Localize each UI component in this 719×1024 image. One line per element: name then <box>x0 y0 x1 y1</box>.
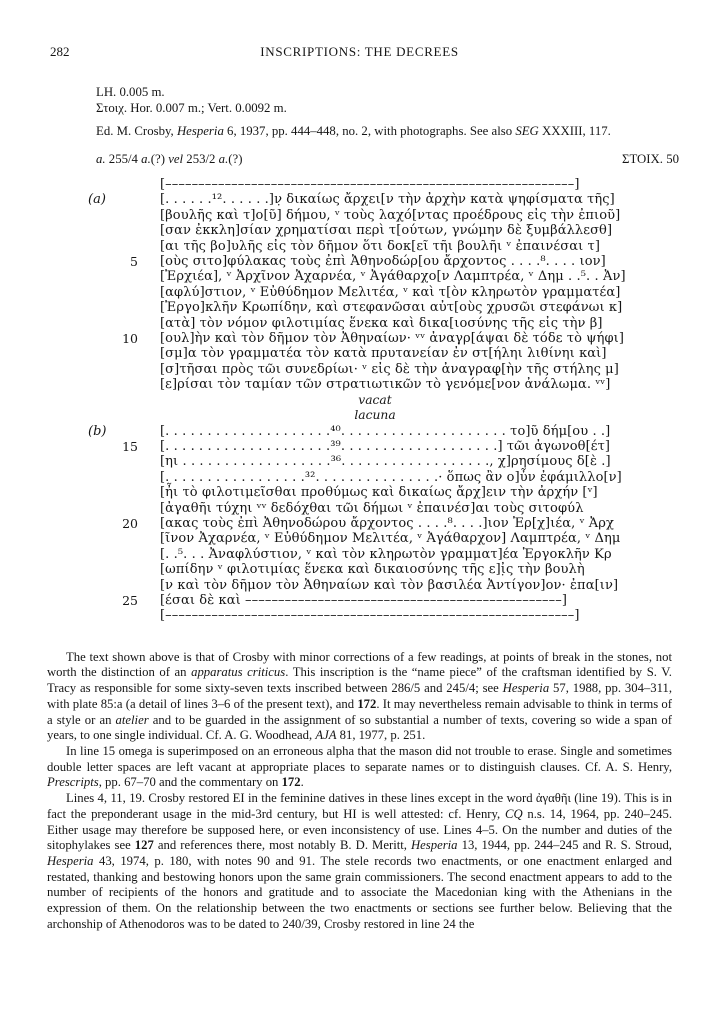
inscription-text: [έσαι δὲ καὶ ––––––––––––––––––––––––––––––––––––––––––––––––] <box>160 592 568 608</box>
inscription-line <box>88 254 719 269</box>
inscription-line <box>88 316 719 331</box>
inscription-annotation: vacat <box>358 392 392 407</box>
inscription-text: [Ἐργο]κλῆν Κρωπίδην, καὶ στεφανῶσαι αὐτ[οὺς χρυσῶι στεφάνωι κ] <box>160 300 623 316</box>
inscription-text: [αι τῆς βο]υλῆς εἰς τὸν δῆμον ὅτι δοκ[εῖ τῆι βουλῆι ᵛ ἐπαινέσαι τ] <box>160 238 600 254</box>
inscription-text: [ῖνον Ἀχαρνέα, ᵛ Εὐθύδημον Μελιτέα, ᵛ Ἀγάθαρχον] Λαμπτρέα, ᵛ Δημ <box>160 531 621 547</box>
inscription-text: [ἀγαθῆι τύχηι ᵛᵛ δεδόχθαι τῶι δήμωι ᵛ ἐπαινέσ]αι τοὺς σιτοφύλ <box>160 500 584 516</box>
inscription-line <box>88 608 719 623</box>
inscription-line <box>88 485 719 500</box>
inscription-line <box>88 424 719 439</box>
inscription-text: [σμ]α τὸν γραμματέα τὸν κατὰ πρυτανείαν ἐν στ[ήληι λιθίνηι καὶ] <box>160 346 607 362</box>
fragment-label: (b) <box>88 423 107 439</box>
inscription-text: [ακας τοὺς ἐπὶ Ἀθηνοδώρου ἄρχοντος . . . .⁸. . . .]ιον Ἐρ[χ]ιέα, ᵛ Ἀρχ <box>160 515 614 531</box>
inscription-text: [. . . . . .¹². . . . . .]ν̣ δικαίως ἄρχει[ν τὴν ἀρχὴν κατὰ ψηφίσματα τῆς] <box>160 192 615 208</box>
inscription-text: [. . . . . . . . . . . . . . . . . . . .⁴⁰. . . . . . . . . . . . . . . . . . . . το]ῦ δήμ[ου . .] <box>160 423 611 439</box>
inscription-text: [ουλ]ὴν καὶ τὸν δῆμον τὸν Ἀθηναίων· ᵛᵛ ἀναγρ[άψαι δὲ τόδε τὸ ψήφι] <box>160 331 625 347</box>
inscription-line <box>88 192 719 207</box>
edition-reference: Ed. M. Crosby, Hesperia 6, 1937, pp. 444–448, no. 2, with photographs. See also SEG XXXIII, 117. <box>96 124 611 138</box>
page-number: 282 <box>50 44 70 59</box>
inscription-line <box>88 269 719 284</box>
inscription-line <box>88 208 719 223</box>
inscription-block <box>88 177 719 624</box>
inscription-line <box>88 531 719 546</box>
date-row <box>96 152 679 167</box>
inscription-text: [ε]ρίσαι τὸν ταμίαν τῶν στρατιωτικῶν τὸ γενόμε[νον ἀνάλωμα. ᵛᵛ] <box>160 377 611 393</box>
inscription-line <box>88 300 719 315</box>
inscription-text: [ν καὶ τὸν δῆμον τὸν Ἀθηναίων καὶ τὸν βασιλέα Ἀντίγον]ον· ἐπα[ιν] <box>160 577 619 593</box>
inscription-line <box>88 439 719 454</box>
inscription-line <box>88 331 719 346</box>
inscription-line <box>88 454 719 469</box>
inscription-text: [σαν ἐκκλη]σίαν χρηματίσαι περὶ τ[ούτων, γνώμην δὲ ξυμβάλλεσθ] <box>160 223 613 239</box>
inscription-line <box>88 516 719 531</box>
inscription-line <box>88 239 719 254</box>
line-number: 25 <box>122 592 138 608</box>
stoichedon-label: ΣΤΟΙΧ. 50 <box>622 152 679 166</box>
physical-description <box>96 84 679 116</box>
inscription-text: [σ]τῆσαι πρὸς τῶι συνεδρίωι· ᵛ εἰς δὲ τὴν ἀναγραφ̣[ὴν τῆς στήλης μ] <box>160 361 619 377</box>
commentary <box>47 650 672 933</box>
inscription-text: [Ἐρχιέα], ᵛ Ἀρχῖνον Ἀχαρνέα, ᵛ Ἀγάθαρχο[ν Λαμπτρέα, ᵛ Δημ . .⁵. . Ἀν] <box>160 269 626 285</box>
inscription-line <box>88 593 719 608</box>
inscription-line <box>88 578 719 593</box>
inscription-text: [αφλύ]στιον, ᵛ Εὐθύδημον Μελιτέα, ᵛ καὶ τ[ὸν κληρωτὸν γραμματέα] <box>160 284 621 300</box>
inscription-line <box>88 362 719 377</box>
inscription-line <box>88 501 719 516</box>
inscription-text: [. .⁵. . . Ἀναφλύστιον, ᵛ καὶ τὸν κληρωτὸν γραμματ]έα Ἐργοκλῆν Κρ <box>160 546 612 562</box>
inscription-text: [ηι . . . . . . . . . . . . . . . . . .³⁶. . . . . . . . . . . . . . . . . ., χ]ρησίμους δ[ὲ .] <box>160 454 611 470</box>
inscription-text: [. . . . . . . . . . . . . . . . . . . .³⁹. . . . . . . . . . . . . . . . . . .] τῶι ἀγωνοθ[έτ] <box>160 438 611 454</box>
line-number: 5 <box>130 254 138 270</box>
commentary-paragraph: Lines 4, 11, 19. Crosby restored EI in the feminine datives in these lines except in the word ἀγαθῆι (line 19). This is in fact the preponderant usage in the mid-3rd century, but HI is well attested: cf. Henry, CQ n.s. 14, 1964, pp. 240–245. Either usage may therefore be supposed here, or even inconsistency of use. Lines 4–5. On the number and duties of the sitophylakes see 127 and references there, most notably B. D. Meritt, Hesperia 13, 1944, pp. 244–245 and R. S. Stroud, Hesperia 43, 1974, p. 180, with notes 90 and 91. The stele records two enactments, or one enactment enlarged and restated, thanking and bestowing honors upon the same grain commissioners. The second enactment appears to add to the number of recipients of the honors and gratitude and to associate the Macedonian king with the Athenians in the expression of them. On the relationship between the two enactments or sections see further below. Believing that the archonship of Athenodoros was to be dated to 240/39, Crosby restored in line 24 the <box>47 791 672 931</box>
line-number: 10 <box>122 331 138 347</box>
inscription-text: [ατὰ] τὸν νόμον φιλοτιμίας ἕνεκα καὶ δικα[ιοσύνης τῆς εἰς τὴν β] <box>160 315 603 331</box>
line-number: 20 <box>122 515 138 531</box>
inscription-text: [. . . . . . . . . . . . . . . . .³². . . . . . . . . . . . . . .· ὅπως ἂν ο]ὖν ἐφάμιλλο[ν] <box>160 469 622 485</box>
inscription-line <box>88 223 719 238</box>
inscription-text: [οὺς σιτο]φύλακας τοὺς ἐπὶ Ἀθηνοδώρ[ου ἄρχοντος . . . .⁸. . . . ιον] <box>160 254 606 270</box>
inscription-text: [βουλῆς καὶ τ]ο[ῦ] δήμου, ᵛ τοὺς λαχό[ντας προέδρους εἰς τὴν ἐπιοῦ] <box>160 207 621 223</box>
inscription-line <box>88 547 719 562</box>
date-attribution: a. 255/4 a.(?) vel 253/2 a.(?) <box>96 152 243 166</box>
commentary-paragraph: In line 15 omega is superimposed on an erroneous alpha that the mason did not trouble to erase. Single and sometimes double letter spaces are left vacant at appropriate places to separate names or to distinguish clauses. Cf. A. S. Henry, Prescripts, pp. 67–70 and the commentary on 172. <box>47 744 672 790</box>
inscription-line <box>88 177 719 192</box>
inscription-line <box>88 562 719 577</box>
fragment-label: (a) <box>88 192 106 208</box>
inscription-text: [ωπίδην ᵛ φιλοτιμίας ἕνεκα καὶ δικαιοσύνης τῆς ε]ἰ̣ς τὴν βουλὴ <box>160 562 585 578</box>
line-number: 15 <box>122 438 138 454</box>
commentary-paragraph: The text shown above is that of Crosby with minor corrections of a few readings, at points of break in the stones, not worth the distinction of an apparatus criticus. This inscription is the “name piece” of the craftsman identified by S. V. Tracy as responsible for some sixty-seven texts inscribed between 286/5 and 245/4; see Hesperia 57, 1988, pp. 304–311, with plate 85:a (a detail of lines 3–6 of the present text), and 172. It may nevertheless remain advisable to think in terms of a style or an atelier and to be guarded in the assignment of so substantial a number of texts, covering so wide a span of years, to one single individual. Cf. A. G. Woodhead, AJA 81, 1977, p. 251. <box>47 649 672 743</box>
inscription-text: [––––––––––––––––––––––––––––––––––––––––––––––––––––––––––––––] <box>160 608 580 624</box>
inscription-text: [ἦι τὸ φιλοτιμεῖσθαι προθύμως καὶ δικαίως ἄρχ]ειν τὴν ἀρχήν [ᵛ] <box>160 485 598 501</box>
inscription-line <box>88 470 719 485</box>
stoichedon-measurements: Στοιχ. Hor. 0.007 m.; Vert. 0.0092 m. <box>96 101 287 115</box>
running-head: INSCRIPTIONS: THE DECREES <box>260 44 459 59</box>
inscription-line <box>88 346 719 361</box>
inscription-annotation: lacuna <box>354 408 396 423</box>
letter-height: LH. 0.005 m. <box>96 85 165 99</box>
inscription-text: [––––––––––––––––––––––––––––––––––––––––––––––––––––––––––––––] <box>160 177 580 192</box>
inscription-line <box>88 285 719 300</box>
inscription-line <box>88 377 719 392</box>
